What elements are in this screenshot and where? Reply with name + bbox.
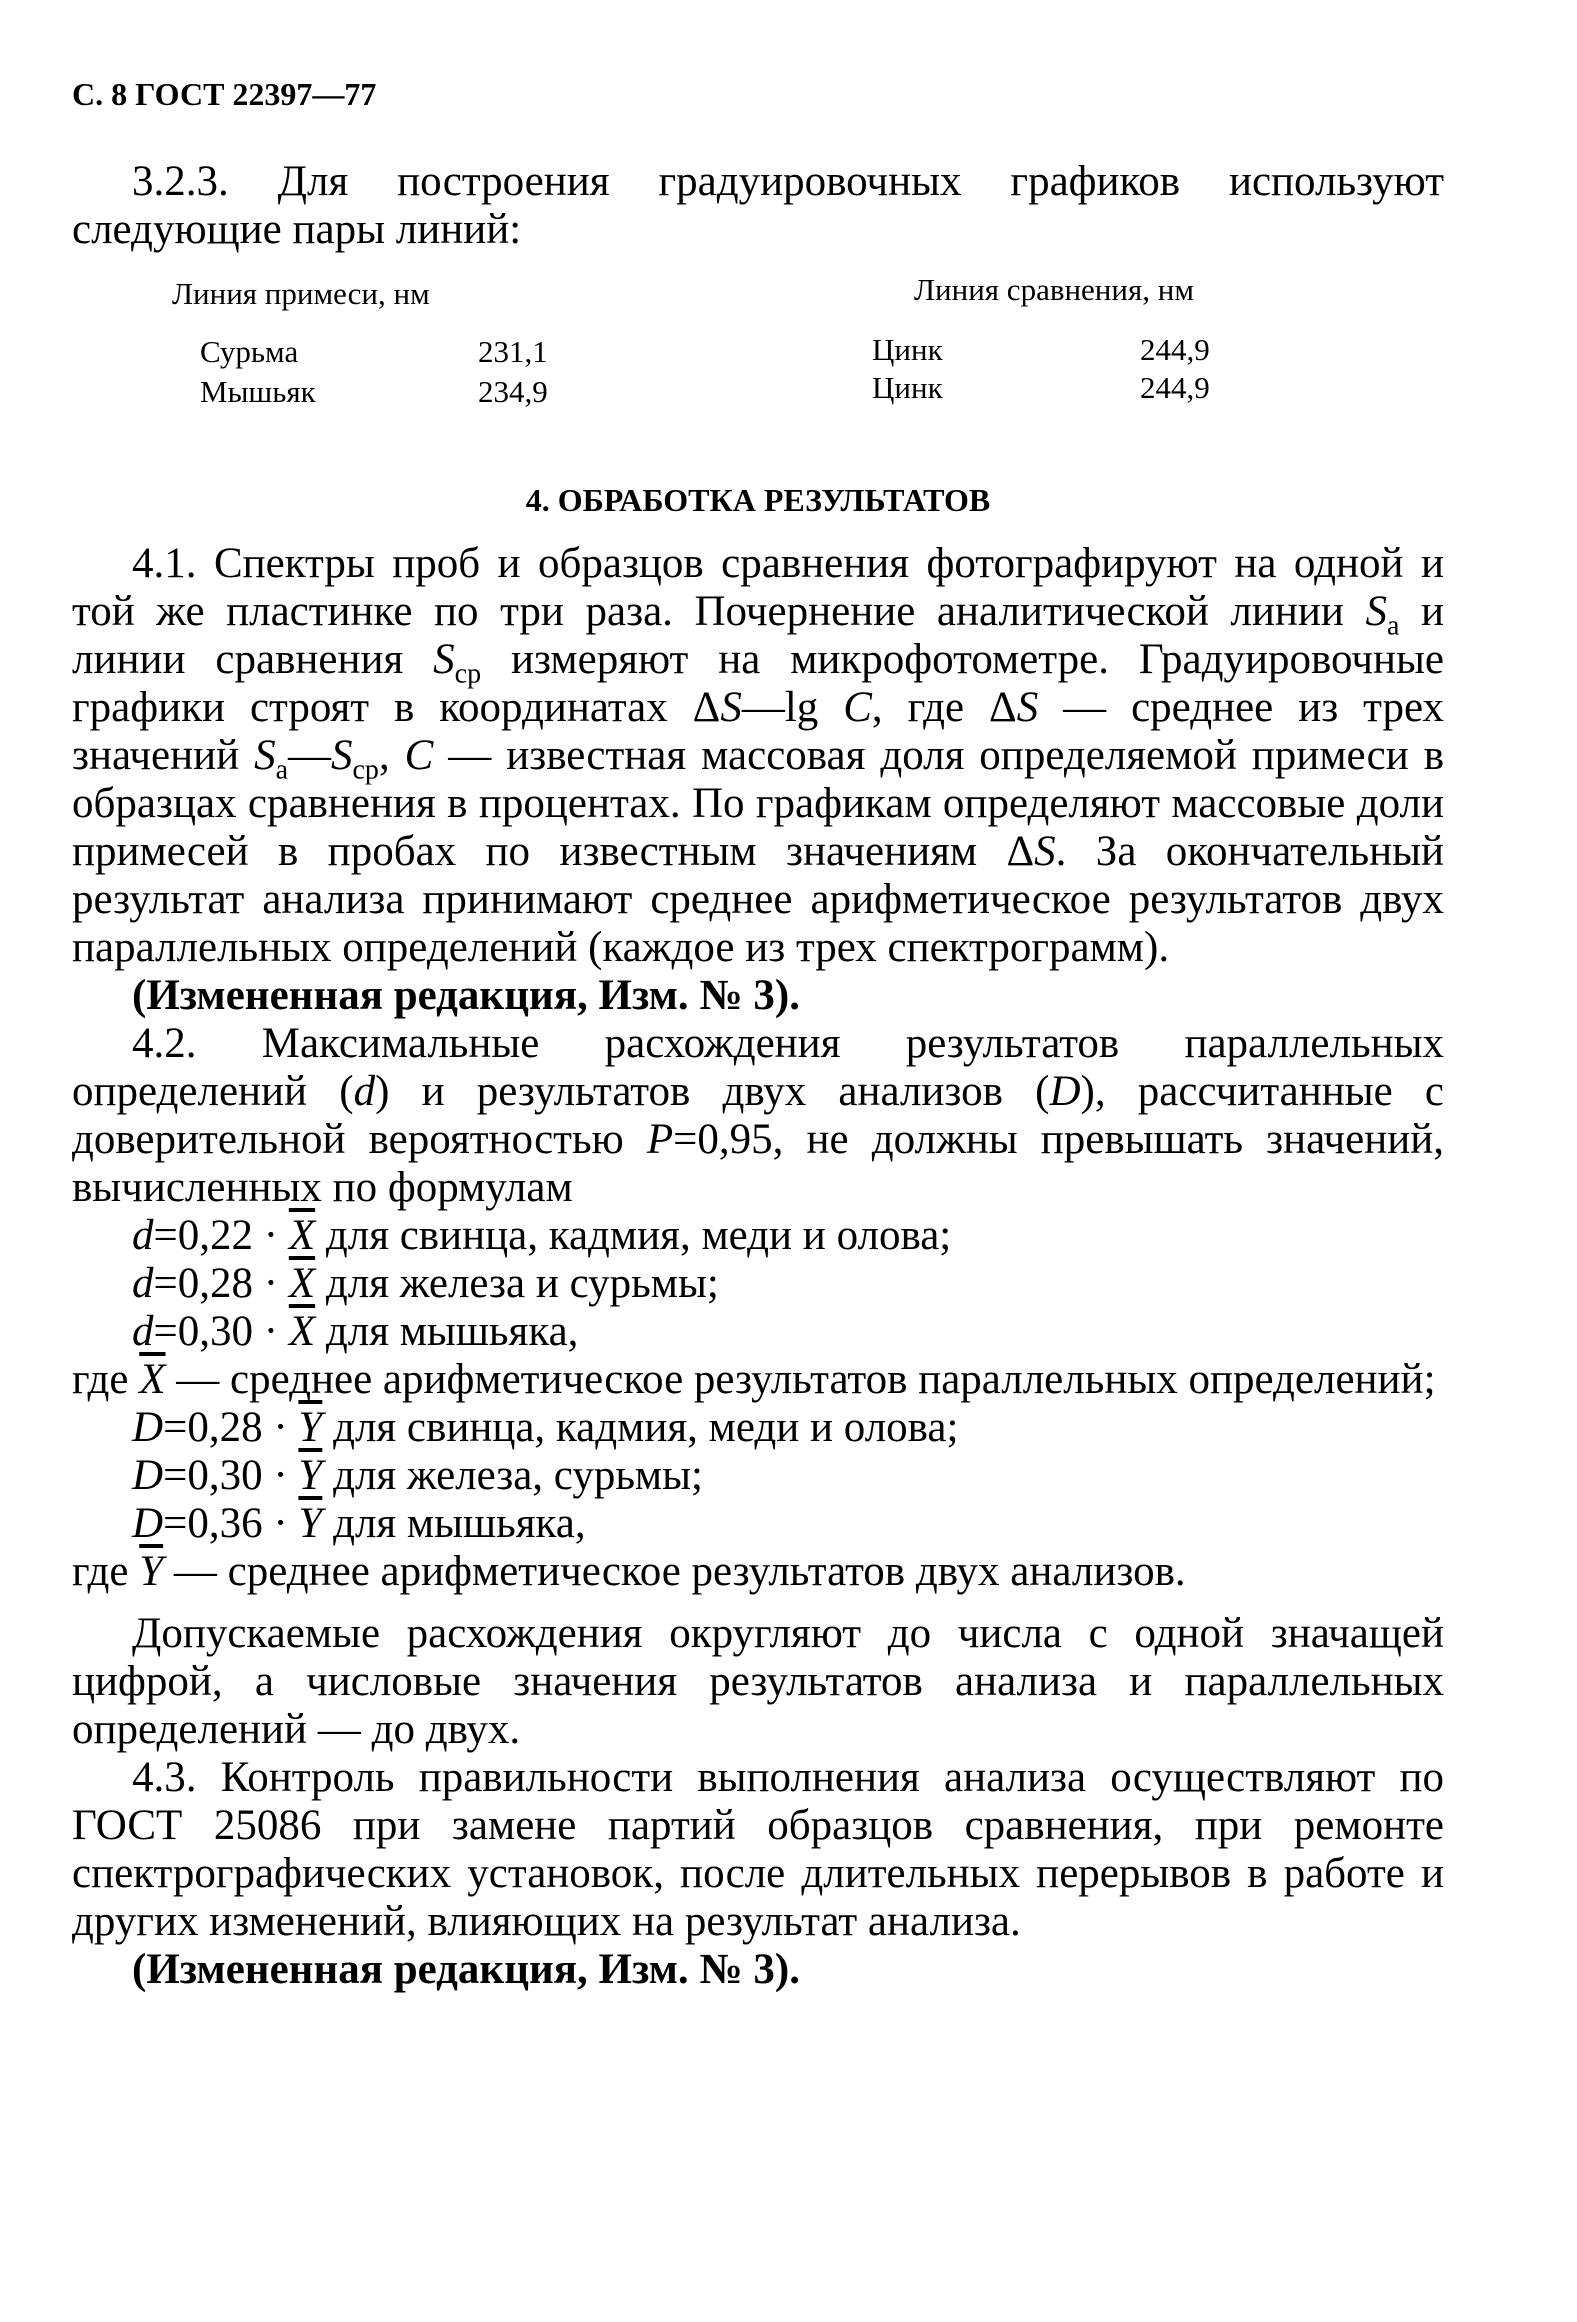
section-4-1: 4.1. Спектры проб и образцов сравнения фотографируют на одной и той же пластинке по три раза. Почернение аналитической линии $S_а$ и линии сравнения $S_{ср}$ измеряют на микрофотометре. Градуировочные графики строят в координатах ΔS—lg C, где ΔS — среднее из трех значений $S_а—S_{ср}$, C — известная массовая доля определяемой примеси в образцах сравнения в процентах. По графикам определяют массовые доли примесей в пробах по известным значениям ΔS. За окончательный результат анализа принимают среднее арифметическое результатов двух параллельных определений (каждое из трех спектрограмм). xyxy=(72,540,1445,971)
formula-d-1: $d=0,22 \cdot \overline{X}$ для свинца, кадмия, меди и олова; xyxy=(132,1212,952,1259)
row2-impurity: Мышьяк xyxy=(200,374,316,409)
formula-d-2: $d=0,28 \cdot \overline{X}$ для железа и сурьмы; xyxy=(132,1260,719,1307)
row1-ref-nm: 244,9 xyxy=(1140,332,1210,367)
row1-ref: Цинк xyxy=(872,332,943,367)
row1-impurity: Сурьма xyxy=(200,334,299,369)
row1-impurity-nm: 231,1 xyxy=(478,334,548,369)
section-heading-4: 4. ОБРАБОТКА РЕЗУЛЬТАТОВ xyxy=(525,482,991,518)
section-3-2-3: 3.2.3. Для построения градуировочных графиков используют следующие пары линий: xyxy=(72,158,1444,253)
line-pairs-table xyxy=(72,264,1444,454)
amendment-note-2: (Измененная редакция, Изм. № 3). xyxy=(132,1946,800,1993)
formula-D-3: $D=0,36 \cdot \overline{Y}$ для мышьяка, xyxy=(132,1500,586,1547)
formula-D-1: $D=0,28 \cdot \overline{Y}$ для свинца, кадмия, меди и олова; xyxy=(132,1404,959,1451)
row2-ref: Цинк xyxy=(872,370,943,405)
formula-D-2: $D=0,30 \cdot \overline{Y}$ для железа, сурьмы; xyxy=(132,1452,703,1499)
row2-impurity-nm: 234,9 xyxy=(478,374,548,409)
amendment-note-1: (Измененная редакция, Изм. № 3). xyxy=(132,972,800,1019)
section-4-2: 4.2. Максимальные расхождения результатов параллельных определений (d) и результатов двух анализов (D), рассчитанные с доверительной вероятностью P=0,95, не должны превышать значений, вычисленных по формулам xyxy=(72,1020,1444,1211)
definition-y: где $\overline{Y}$ — среднее арифметическое результатов двух анализов. xyxy=(72,1548,1186,1595)
page-header: С. 8 ГОСТ 22397—77 xyxy=(72,76,377,112)
col-header-impurity: Линия примеси, нм xyxy=(172,276,430,311)
formula-d-3: $d=0,30 \cdot \overline{X}$ для мышьяка, xyxy=(132,1308,579,1355)
col-header-reference: Линия сравнения, нм xyxy=(914,272,1194,307)
section-4-3: 4.3. Контроль правильности выполнения анализа осуществляют по ГОСТ 25086 при замене партий образцов сравнения, при ремонте спектрографических установок, после длительных перерывов в работе и других изменений, влияющих на результат анализа. xyxy=(72,1754,1444,1945)
definition-x: где $\overline{X}$ — среднее арифметическое результатов параллельных определений; xyxy=(72,1356,1436,1403)
page-content xyxy=(72,70,1444,1994)
rounding-paragraph: Допускаемые расхождения округляют до числа с одной значащей цифрой, а числовые значения результатов анализа и параллельных определений — до двух. xyxy=(72,1610,1444,1753)
row2-ref-nm: 244,9 xyxy=(1140,370,1210,405)
